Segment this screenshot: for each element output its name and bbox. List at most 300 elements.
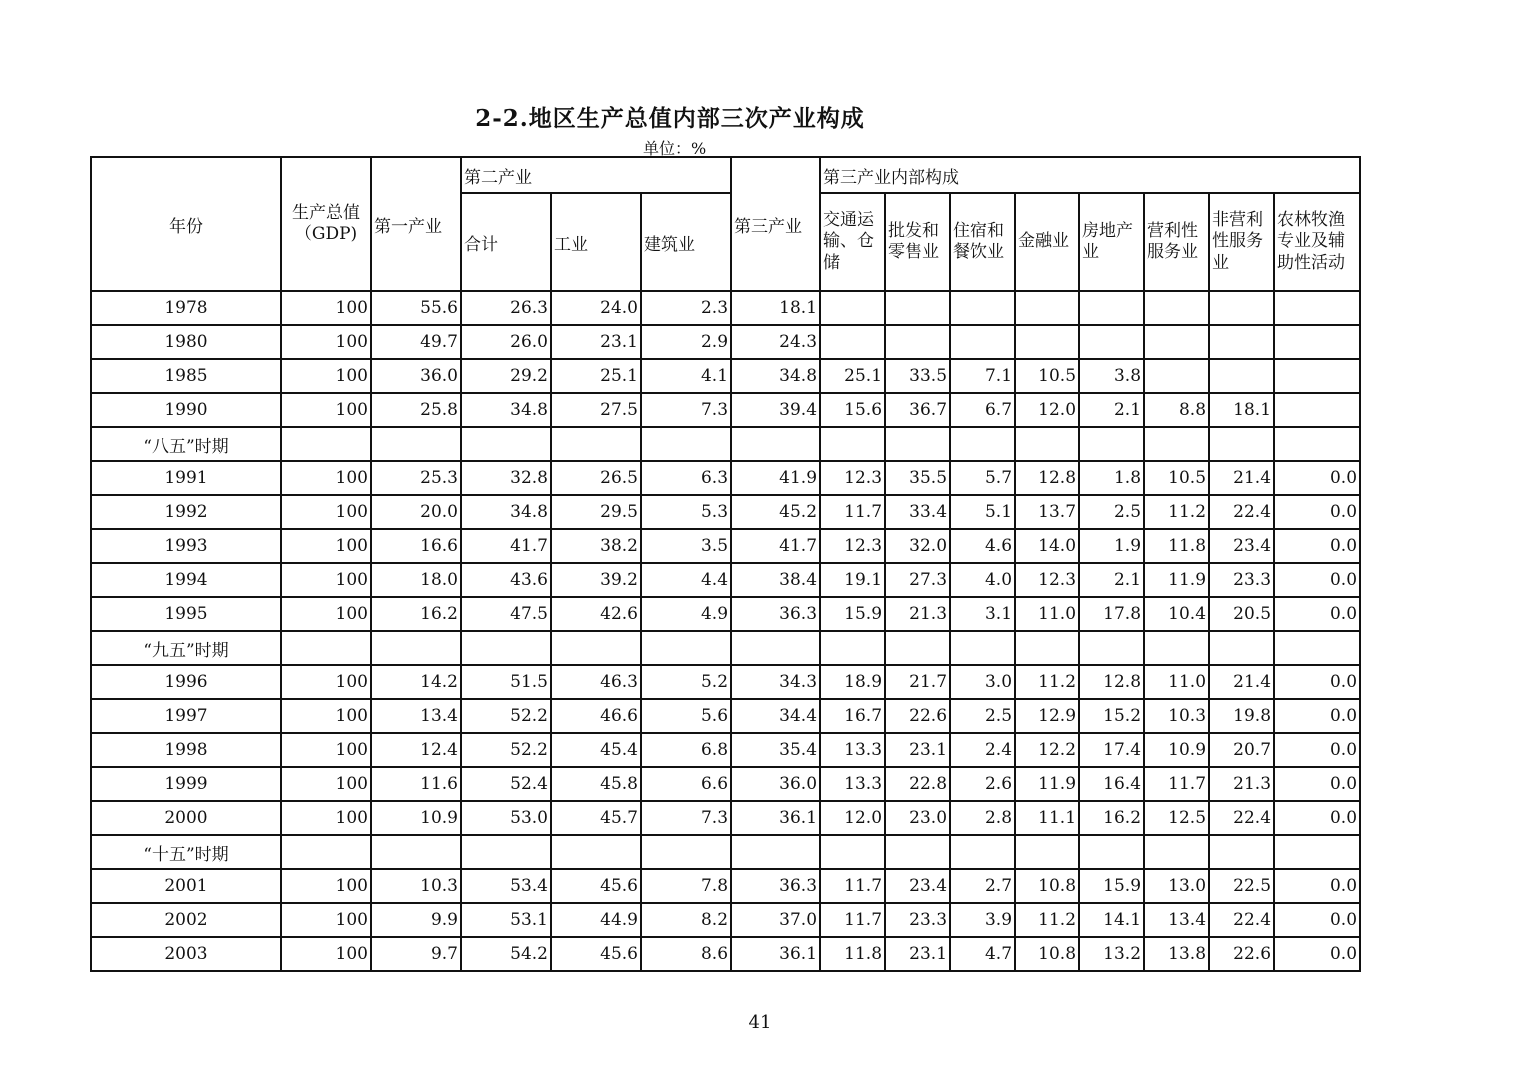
table-cell: 11.0 — [1015, 597, 1079, 631]
table-cell: 11.2 — [1144, 495, 1209, 529]
header-gdp: 生产总值（GDP) — [281, 157, 371, 291]
year-cell: 2001 — [91, 869, 281, 903]
table-cell: 39.2 — [551, 563, 641, 597]
table-cell: 52.4 — [461, 767, 551, 801]
page-number: 41 — [748, 1012, 772, 1033]
table-row — [91, 597, 1360, 631]
table-cell: 100 — [281, 733, 371, 767]
table-cell: 11.9 — [1144, 563, 1209, 597]
table-cell: 11.9 — [1015, 767, 1079, 801]
table-cell: 5.2 — [641, 665, 731, 699]
table-cell: 25.3 — [371, 461, 461, 495]
table-cell: 7.3 — [641, 801, 731, 835]
table-cell: 25.1 — [551, 359, 641, 393]
table-cell: 13.3 — [820, 767, 885, 801]
table-row — [91, 937, 1360, 971]
table-cell: 14.1 — [1079, 903, 1144, 937]
table-cell: 100 — [281, 393, 371, 427]
table-cell: 49.7 — [371, 325, 461, 359]
table-cell: 10.9 — [371, 801, 461, 835]
table-cell: 10.8 — [1015, 937, 1079, 971]
header-finance: 金融业 — [1015, 193, 1079, 291]
year-cell: 1992 — [91, 495, 281, 529]
table-cell — [1209, 631, 1274, 665]
table-cell: 12.0 — [1015, 393, 1079, 427]
table-cell: 23.0 — [885, 801, 950, 835]
table-cell — [1015, 427, 1079, 461]
year-cell: 1991 — [91, 461, 281, 495]
table-cell: 11.7 — [820, 869, 885, 903]
table-cell: 11.6 — [371, 767, 461, 801]
table-cell — [885, 835, 950, 869]
table-cell — [371, 427, 461, 461]
table-cell: 12.5 — [1144, 801, 1209, 835]
table-cell: 2.1 — [1079, 393, 1144, 427]
table-row — [91, 699, 1360, 733]
table-cell: 33.4 — [885, 495, 950, 529]
table-cell — [1209, 325, 1274, 359]
table-cell: 23.4 — [885, 869, 950, 903]
table-row — [91, 767, 1360, 801]
table-cell — [1015, 291, 1079, 325]
table-cell: 20.5 — [1209, 597, 1274, 631]
period-row — [91, 631, 1360, 665]
table-cell: 22.5 — [1209, 869, 1274, 903]
table-cell: 100 — [281, 495, 371, 529]
table-cell — [1015, 631, 1079, 665]
table-cell: 14.2 — [371, 665, 461, 699]
header-agri-support: 农林牧渔专业及辅助性活动 — [1274, 193, 1360, 291]
header-tertiary-composition: 第三产业内部构成 — [820, 157, 1360, 193]
table-cell: 100 — [281, 699, 371, 733]
table-cell: 33.5 — [885, 359, 950, 393]
table-cell: 10.4 — [1144, 597, 1209, 631]
table-cell: 46.6 — [551, 699, 641, 733]
table-cell: 52.2 — [461, 699, 551, 733]
table-cell: 100 — [281, 801, 371, 835]
table-cell: 10.3 — [1144, 699, 1209, 733]
table-cell: 100 — [281, 597, 371, 631]
table-row — [91, 461, 1360, 495]
table-cell: 13.4 — [1144, 903, 1209, 937]
table-cell: 23.1 — [551, 325, 641, 359]
header-industry: 工业 — [551, 193, 641, 291]
table-cell: 8.8 — [1144, 393, 1209, 427]
table-cell: 53.4 — [461, 869, 551, 903]
header-wholesale: 批发和零售业 — [885, 193, 950, 291]
year-cell: 1994 — [91, 563, 281, 597]
header-secondary-total: 合计 — [461, 193, 551, 291]
table-cell: 2.9 — [641, 325, 731, 359]
table-cell: 45.6 — [551, 869, 641, 903]
table-cell: 43.6 — [461, 563, 551, 597]
table-cell: 100 — [281, 461, 371, 495]
table-cell: 34.8 — [731, 359, 820, 393]
table-cell: 0.0 — [1274, 733, 1360, 767]
table-cell: 13.2 — [1079, 937, 1144, 971]
table-cell — [1079, 631, 1144, 665]
header-transport: 交通运输、仓储 — [820, 193, 885, 291]
table-cell: 24.0 — [551, 291, 641, 325]
year-cell: 1985 — [91, 359, 281, 393]
table-cell: 53.0 — [461, 801, 551, 835]
table-cell: 10.8 — [1015, 869, 1079, 903]
table-row — [91, 733, 1360, 767]
table-cell: 17.8 — [1079, 597, 1144, 631]
table-cell: 12.9 — [1015, 699, 1079, 733]
table-cell: 100 — [281, 529, 371, 563]
table-cell: 45.6 — [551, 937, 641, 971]
table-cell: 34.3 — [731, 665, 820, 699]
table-cell — [885, 291, 950, 325]
table-row — [91, 801, 1360, 835]
header-year: 年份 — [91, 157, 281, 291]
table-cell: 22.4 — [1209, 903, 1274, 937]
table-row — [91, 529, 1360, 563]
table-cell: 45.7 — [551, 801, 641, 835]
unit-label: 单位：% — [643, 139, 707, 158]
table-cell — [1209, 835, 1274, 869]
table-cell — [885, 631, 950, 665]
table-cell: 0.0 — [1274, 529, 1360, 563]
table-cell: 0.0 — [1274, 495, 1360, 529]
table-cell — [820, 835, 885, 869]
table-cell: 10.5 — [1144, 461, 1209, 495]
table-cell: 16.2 — [1079, 801, 1144, 835]
table-cell: 52.2 — [461, 733, 551, 767]
table-cell: 2.5 — [1079, 495, 1144, 529]
table-cell — [731, 631, 820, 665]
table-cell: 4.7 — [950, 937, 1015, 971]
year-cell: 2003 — [91, 937, 281, 971]
table-cell: 12.2 — [1015, 733, 1079, 767]
table-cell: 11.8 — [820, 937, 885, 971]
table-cell — [551, 631, 641, 665]
table-cell: 16.6 — [371, 529, 461, 563]
table-cell: 36.1 — [731, 937, 820, 971]
table-cell — [1274, 393, 1360, 427]
table-cell: 41.7 — [461, 529, 551, 563]
table-cell: 16.4 — [1079, 767, 1144, 801]
table-row — [91, 359, 1360, 393]
table-cell — [1274, 291, 1360, 325]
table-cell: 36.7 — [885, 393, 950, 427]
table-cell: 26.3 — [461, 291, 551, 325]
table-cell: 2.7 — [950, 869, 1015, 903]
table-cell: 27.5 — [551, 393, 641, 427]
table-cell: 0.0 — [1274, 563, 1360, 597]
table-cell: 16.2 — [371, 597, 461, 631]
table-cell: 0.0 — [1274, 903, 1360, 937]
table-cell: 37.0 — [731, 903, 820, 937]
table-cell: 22.6 — [1209, 937, 1274, 971]
table-cell: 0.0 — [1274, 767, 1360, 801]
table-cell: 6.7 — [950, 393, 1015, 427]
table-cell: 32.0 — [885, 529, 950, 563]
table-cell: 11.2 — [1015, 665, 1079, 699]
table-cell: 19.8 — [1209, 699, 1274, 733]
table-cell: 21.7 — [885, 665, 950, 699]
table-cell — [885, 427, 950, 461]
table-cell: 15.9 — [820, 597, 885, 631]
year-cell: 2002 — [91, 903, 281, 937]
table-cell: 8.6 — [641, 937, 731, 971]
table-cell: 0.0 — [1274, 665, 1360, 699]
table-cell — [1079, 291, 1144, 325]
table-cell: 4.9 — [641, 597, 731, 631]
table-cell: 13.4 — [371, 699, 461, 733]
table-cell: 22.4 — [1209, 495, 1274, 529]
table-cell: 2.8 — [950, 801, 1015, 835]
year-cell: 1998 — [91, 733, 281, 767]
table-cell: 18.0 — [371, 563, 461, 597]
table-cell: 20.7 — [1209, 733, 1274, 767]
table-cell: 100 — [281, 937, 371, 971]
table-cell: 36.3 — [731, 869, 820, 903]
table-cell: 45.4 — [551, 733, 641, 767]
table-cell: 12.4 — [371, 733, 461, 767]
table-cell: 12.3 — [820, 529, 885, 563]
table-cell: 4.4 — [641, 563, 731, 597]
table-cell: 2.6 — [950, 767, 1015, 801]
table-cell — [1274, 427, 1360, 461]
table-cell: 7.8 — [641, 869, 731, 903]
period-label: “九五”时期 — [91, 631, 281, 665]
table-cell: 25.8 — [371, 393, 461, 427]
table-cell: 7.1 — [950, 359, 1015, 393]
table-cell: 4.6 — [950, 529, 1015, 563]
table-cell: 3.8 — [1079, 359, 1144, 393]
table-cell: 11.7 — [820, 903, 885, 937]
table-cell — [641, 427, 731, 461]
table-cell: 20.0 — [371, 495, 461, 529]
year-cell: 1995 — [91, 597, 281, 631]
table-cell: 5.1 — [950, 495, 1015, 529]
table-cell — [281, 427, 371, 461]
table-cell: 25.1 — [820, 359, 885, 393]
header-tertiary: 第三产业 — [731, 157, 820, 291]
table-cell — [1144, 427, 1209, 461]
table-cell — [950, 835, 1015, 869]
table-row — [91, 393, 1360, 427]
table-cell: 100 — [281, 359, 371, 393]
table-cell: 12.8 — [1079, 665, 1144, 699]
table-cell — [641, 631, 731, 665]
table-cell: 29.2 — [461, 359, 551, 393]
table-cell: 21.4 — [1209, 461, 1274, 495]
table-cell: 47.5 — [461, 597, 551, 631]
table-cell: 2.4 — [950, 733, 1015, 767]
table-cell: 36.0 — [731, 767, 820, 801]
table-cell: 13.7 — [1015, 495, 1079, 529]
header-nonprofit-service: 非营利性服务业 — [1209, 193, 1274, 291]
table-cell — [371, 631, 461, 665]
table-cell: 6.3 — [641, 461, 731, 495]
table-cell: 23.3 — [1209, 563, 1274, 597]
table-cell: 42.6 — [551, 597, 641, 631]
table-cell: 0.0 — [1274, 801, 1360, 835]
table-row — [91, 869, 1360, 903]
table-cell — [731, 427, 820, 461]
table-cell: 0.0 — [1274, 869, 1360, 903]
table-cell: 23.1 — [885, 733, 950, 767]
table-cell: 26.5 — [551, 461, 641, 495]
table-cell: 3.5 — [641, 529, 731, 563]
table-cell: 10.3 — [371, 869, 461, 903]
table-cell: 14.0 — [1015, 529, 1079, 563]
table-cell: 34.8 — [461, 393, 551, 427]
table-cell: 21.3 — [885, 597, 950, 631]
year-cell: 1996 — [91, 665, 281, 699]
table-cell: 5.6 — [641, 699, 731, 733]
table-cell: 0.0 — [1274, 597, 1360, 631]
table-cell: 10.9 — [1144, 733, 1209, 767]
table-row — [91, 563, 1360, 597]
table-cell: 41.7 — [731, 529, 820, 563]
table-cell: 9.7 — [371, 937, 461, 971]
header-construction: 建筑业 — [641, 193, 731, 291]
table-cell — [1274, 631, 1360, 665]
table-cell: 36.1 — [731, 801, 820, 835]
table-cell: 1.8 — [1079, 461, 1144, 495]
table-cell: 17.4 — [1079, 733, 1144, 767]
table-cell: 5.3 — [641, 495, 731, 529]
table-cell: 6.6 — [641, 767, 731, 801]
table-cell: 18.1 — [1209, 393, 1274, 427]
table-cell: 100 — [281, 869, 371, 903]
table-cell: 39.4 — [731, 393, 820, 427]
header-hotel: 住宿和餐饮业 — [950, 193, 1015, 291]
header-profit-service: 营利性服务业 — [1144, 193, 1209, 291]
table-cell: 0.0 — [1274, 461, 1360, 495]
table-cell: 100 — [281, 563, 371, 597]
header-primary: 第一产业 — [371, 157, 461, 291]
table-cell: 38.2 — [551, 529, 641, 563]
table-cell: 2.1 — [1079, 563, 1144, 597]
table-cell: 1.9 — [1079, 529, 1144, 563]
table-cell — [281, 835, 371, 869]
table-cell: 2.5 — [950, 699, 1015, 733]
table-cell — [1209, 291, 1274, 325]
table-cell — [885, 325, 950, 359]
table-cell: 55.6 — [371, 291, 461, 325]
table-cell — [820, 291, 885, 325]
table-cell — [551, 427, 641, 461]
table-cell: 53.1 — [461, 903, 551, 937]
year-cell: 1990 — [91, 393, 281, 427]
year-cell: 2000 — [91, 801, 281, 835]
table-cell: 9.9 — [371, 903, 461, 937]
table-cell: 32.8 — [461, 461, 551, 495]
table-cell — [820, 631, 885, 665]
year-cell: 1997 — [91, 699, 281, 733]
table-cell: 10.5 — [1015, 359, 1079, 393]
table-cell: 34.4 — [731, 699, 820, 733]
table-cell: 13.0 — [1144, 869, 1209, 903]
table-cell: 23.4 — [1209, 529, 1274, 563]
table-cell: 15.6 — [820, 393, 885, 427]
table-cell: 0.0 — [1274, 699, 1360, 733]
table-cell: 18.1 — [731, 291, 820, 325]
table-cell: 100 — [281, 325, 371, 359]
table-cell: 15.9 — [1079, 869, 1144, 903]
table-cell: 19.1 — [820, 563, 885, 597]
table-cell: 36.3 — [731, 597, 820, 631]
period-label: “八五”时期 — [91, 427, 281, 461]
table-cell — [641, 835, 731, 869]
gdp-structure-table — [90, 156, 1361, 972]
period-row — [91, 427, 1360, 461]
table-cell: 22.4 — [1209, 801, 1274, 835]
table-cell: 6.8 — [641, 733, 731, 767]
table-cell — [1274, 325, 1360, 359]
header-realestate: 房地产业 — [1079, 193, 1144, 291]
table-cell — [1015, 835, 1079, 869]
table-cell: 18.9 — [820, 665, 885, 699]
table-cell: 100 — [281, 665, 371, 699]
year-cell: 1978 — [91, 291, 281, 325]
table-cell: 100 — [281, 291, 371, 325]
table-row — [91, 903, 1360, 937]
table-cell: 41.9 — [731, 461, 820, 495]
table-cell — [551, 835, 641, 869]
table-cell: 4.0 — [950, 563, 1015, 597]
table-body — [91, 291, 1360, 971]
header-secondary: 第二产业 — [461, 157, 731, 193]
table-cell — [1015, 325, 1079, 359]
table-cell — [731, 835, 820, 869]
period-label: “十五”时期 — [91, 835, 281, 869]
table-cell: 12.8 — [1015, 461, 1079, 495]
table-cell — [281, 631, 371, 665]
table-cell: 44.9 — [551, 903, 641, 937]
table-cell: 4.1 — [641, 359, 731, 393]
year-cell: 1999 — [91, 767, 281, 801]
table-cell: 45.8 — [551, 767, 641, 801]
table-cell — [1079, 835, 1144, 869]
table-cell — [1144, 325, 1209, 359]
table-cell: 100 — [281, 767, 371, 801]
table-cell — [461, 427, 551, 461]
year-cell: 1980 — [91, 325, 281, 359]
table-cell: 11.7 — [1144, 767, 1209, 801]
table-cell: 8.2 — [641, 903, 731, 937]
table-cell: 23.1 — [885, 937, 950, 971]
table-cell: 13.8 — [1144, 937, 1209, 971]
table-cell: 5.7 — [950, 461, 1015, 495]
table-cell: 15.2 — [1079, 699, 1144, 733]
table-cell: 11.7 — [820, 495, 885, 529]
table-cell: 35.4 — [731, 733, 820, 767]
page-title: 2-2.地区生产总值内部三次产业构成 — [475, 105, 865, 132]
table-cell: 3.9 — [950, 903, 1015, 937]
table-cell: 3.0 — [950, 665, 1015, 699]
table-cell — [1209, 359, 1274, 393]
table-cell: 23.3 — [885, 903, 950, 937]
table-cell — [1144, 835, 1209, 869]
table-cell — [1274, 359, 1360, 393]
table-cell — [950, 291, 1015, 325]
table-row — [91, 291, 1360, 325]
table-cell: 16.7 — [820, 699, 885, 733]
table-cell: 36.0 — [371, 359, 461, 393]
table-cell: 26.0 — [461, 325, 551, 359]
table-row — [91, 495, 1360, 529]
table-cell: 0.0 — [1274, 937, 1360, 971]
table-cell — [371, 835, 461, 869]
table-cell — [820, 427, 885, 461]
year-cell: 1993 — [91, 529, 281, 563]
